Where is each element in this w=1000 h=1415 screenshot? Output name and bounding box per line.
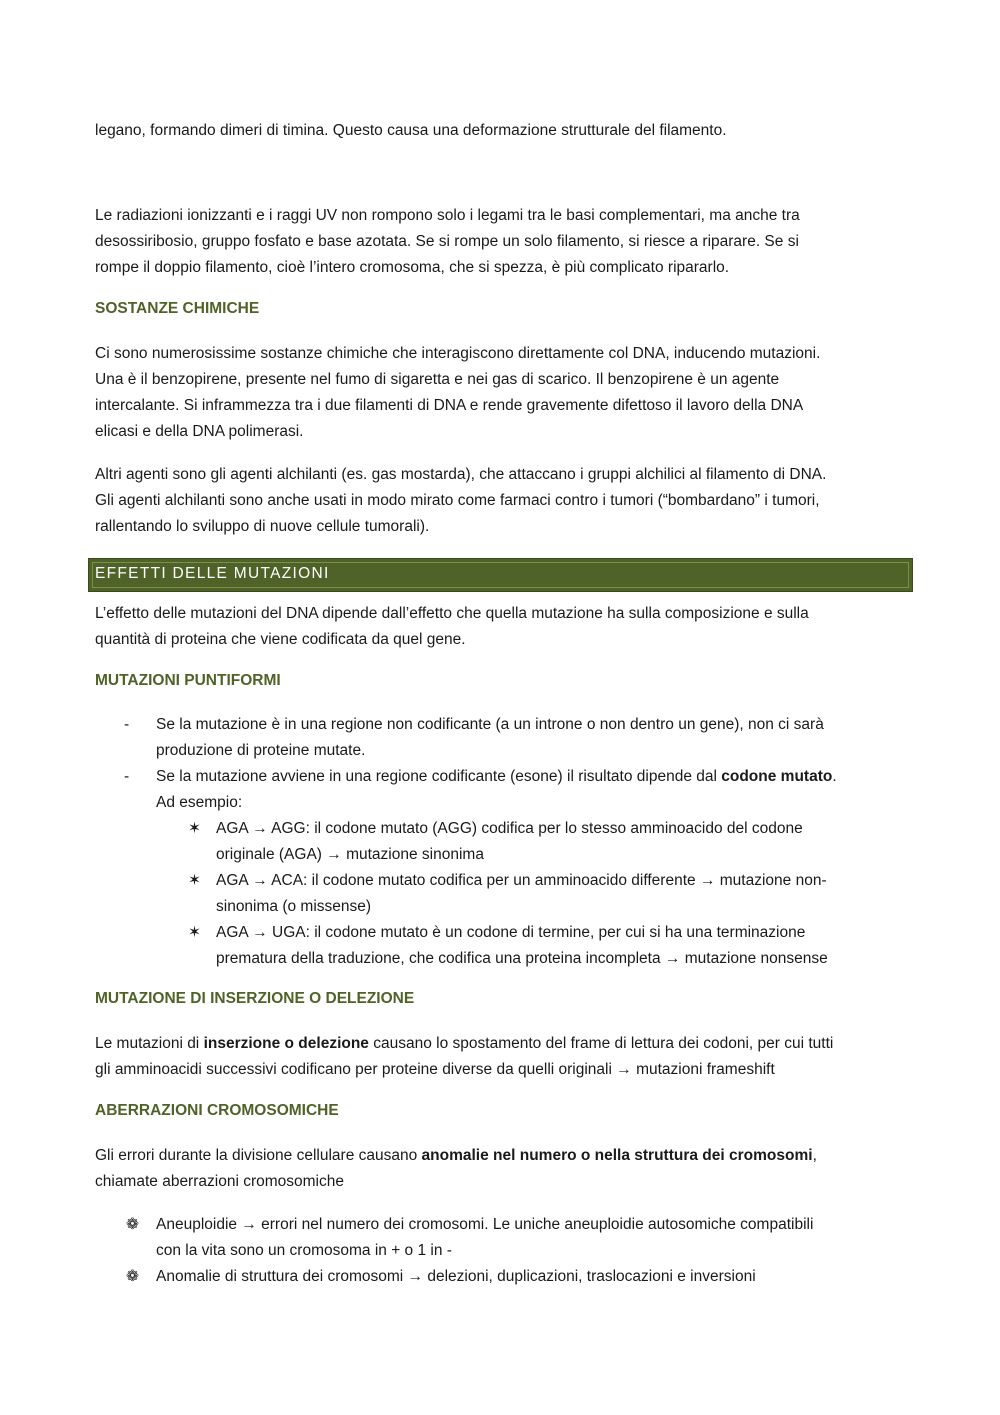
heading-mutazioni-puntiformi: MUTAZIONI PUNTIFORMI: [95, 672, 281, 689]
arrow-icon: →: [664, 950, 681, 967]
bold-text: anomalie nel numero o nella struttura dei cromosomi: [421, 1147, 813, 1164]
line: [95, 1143, 910, 1169]
text: Gli errori durante la divisione cellulare causano: [95, 1147, 422, 1164]
star-bullet-icon: ✶: [188, 924, 201, 941]
bold-text: inserzione o delezione: [203, 1035, 369, 1052]
line: [216, 946, 906, 972]
flower-bullet-icon: ❁: [126, 1216, 139, 1233]
line: [216, 842, 906, 868]
paragraph-frameshift: [95, 1031, 910, 1083]
bullet-anomalie-struttura: [156, 1264, 906, 1290]
paragraph-dimeri: [95, 118, 910, 144]
line: intercalante. Si inframmezza tra i due filamenti di DNA e rende gravemente difettoso il lavoro della DNA: [95, 397, 804, 414]
line: [156, 1264, 906, 1290]
line: Una è il benzopirene, presente nel fumo di sigaretta e nei gas di scarico. Il benzopirene è un agente: [95, 371, 780, 388]
dash-bullet-marker: -: [124, 716, 130, 733]
star-bullet-icon: ✶: [188, 872, 201, 889]
line: [216, 816, 906, 842]
text: delezioni, duplicazioni, traslocazioni e inversioni: [427, 1268, 756, 1285]
paragraph-alchilanti: [95, 462, 910, 540]
text: mutazione nonsense: [684, 950, 828, 967]
line: Ad esempio:: [156, 794, 243, 811]
line: [156, 764, 906, 790]
arrow-icon: →: [252, 820, 268, 837]
line: Ci sono numerosissime sostanze chimiche che interagiscono direttamente col DNA, inducendo mutazioni.: [95, 345, 821, 362]
subbullet-missense: [216, 868, 906, 920]
paragraph-effetto: [95, 601, 910, 653]
line: produzione di proteine mutate.: [156, 742, 366, 759]
text: .: [832, 768, 837, 785]
bullet-aneuploidie: [156, 1212, 906, 1264]
text: UGA: il codone mutato è un codone di termine, per cui si ha una terminazione: [272, 924, 806, 941]
arrow-icon: →: [252, 924, 268, 941]
heading-inserzione-delezione: MUTAZIONE DI INSERZIONE O DELEZIONE: [95, 990, 415, 1007]
line: [216, 868, 906, 894]
bullet-non-codificante: [156, 712, 906, 764]
line: Se la mutazione è in una regione non codificante (a un introne o non dentro un gene), non ci sarà: [156, 716, 824, 733]
bold-text: codone mutato: [721, 768, 833, 785]
arrow-icon: →: [616, 1061, 632, 1078]
line: rompe il doppio filamento, cioè l’intero cromosoma, che si spezza, è più complicato ripararlo.: [95, 259, 730, 276]
dash-bullet-marker: -: [124, 768, 130, 785]
line: sinonima (o missense): [216, 898, 372, 915]
line: Le radiazioni ionizzanti e i raggi UV non rompono solo i legami tra le basi complementari, ma anche tra: [95, 207, 800, 224]
text: gli amminoacidi successivi codificano per proteine diverse da quelli originali: [95, 1061, 612, 1078]
line: [156, 1212, 906, 1238]
text: mutazione non-: [719, 872, 827, 889]
text: Anomalie di struttura dei cromosomi: [156, 1268, 404, 1285]
text: errori nel numero dei cromosomi. Le uniche aneuploidie autosomiche compatibili: [261, 1216, 814, 1233]
flower-bullet-icon: ❁: [126, 1268, 139, 1285]
line: con la vita sono un cromosoma in + o 1 in -: [156, 1242, 452, 1259]
text: prematura della traduzione, che codifica una proteina incompleta: [216, 950, 661, 967]
text: originale (AGA): [216, 846, 322, 863]
text: mutazione sinonima: [346, 846, 484, 863]
line: Gli agenti alchilanti sono anche usati in modo mirato come farmaci contro i tumori (“bombardano” i tumori,: [95, 492, 820, 509]
text: ACA: il codone mutato codifica per un amminoacido differente: [271, 872, 696, 889]
line: quantità di proteina che viene codificata da quel gene.: [95, 631, 466, 648]
paragraph-aberrazioni: [95, 1143, 910, 1195]
text: AGA: [216, 820, 248, 837]
subbullet-sinonima: [216, 816, 906, 868]
heading-sostanze-chimiche: SOSTANZE CHIMICHE: [95, 300, 260, 317]
heading-aberrazioni: ABERRAZIONI CROMOSOMICHE: [95, 1102, 339, 1119]
text: AGG: il codone mutato (AGG) codifica per lo stesso amminoacido del codone: [271, 820, 803, 837]
paragraph-radiazioni: [95, 203, 910, 281]
line: L’effetto delle mutazioni del DNA dipende dall’effetto che quella mutazione ha sulla composizione e sulla: [95, 605, 809, 622]
star-bullet-icon: ✶: [188, 820, 201, 837]
arrow-icon: →: [241, 1216, 257, 1233]
text: causano lo spostamento del frame di lettura dei codoni, per cui tutti: [368, 1035, 834, 1052]
text: Se la mutazione avviene in una regione codificante (esone) il risultato dipende dal: [156, 768, 722, 785]
line: elicasi e della DNA polimerasi.: [95, 423, 304, 440]
paragraph-sostanze: [95, 341, 910, 445]
line: [95, 1057, 910, 1083]
arrow-icon: →: [326, 846, 342, 863]
arrow-icon: →: [407, 1268, 424, 1285]
paragraph-text: legano, formando dimeri di timina. Questo causa una deformazione strutturale del filamento.: [95, 122, 727, 139]
line: chiamate aberrazioni cromosomiche: [95, 1173, 344, 1190]
text: mutazioni frameshift: [636, 1061, 775, 1078]
text: Aneuploidie: [156, 1216, 238, 1233]
text: AGA: [216, 872, 248, 889]
text: ,: [812, 1147, 817, 1164]
line: [95, 1031, 910, 1057]
line: rallentando lo sviluppo di nuove cellule tumorali).: [95, 518, 430, 535]
line: Altri agenti sono gli agenti alchilanti (es. gas mostarda), che attaccano i gruppi alchilici al filamento di DNA.: [95, 466, 827, 483]
text: Le mutazioni di: [95, 1035, 204, 1052]
bullet-codificante: [156, 764, 906, 816]
line: [216, 920, 906, 946]
arrow-icon: →: [252, 872, 268, 889]
line: desossiribosio, gruppo fosfato e base azotata. Se si rompe un solo filamento, si riesce a riparare. Se si: [95, 233, 799, 250]
subbullet-nonsense: [216, 920, 906, 972]
text: AGA: [216, 924, 248, 941]
arrow-icon: →: [699, 872, 716, 889]
section-title-effetti: EFFETTI DELLE MUTAZIONI: [95, 565, 330, 582]
